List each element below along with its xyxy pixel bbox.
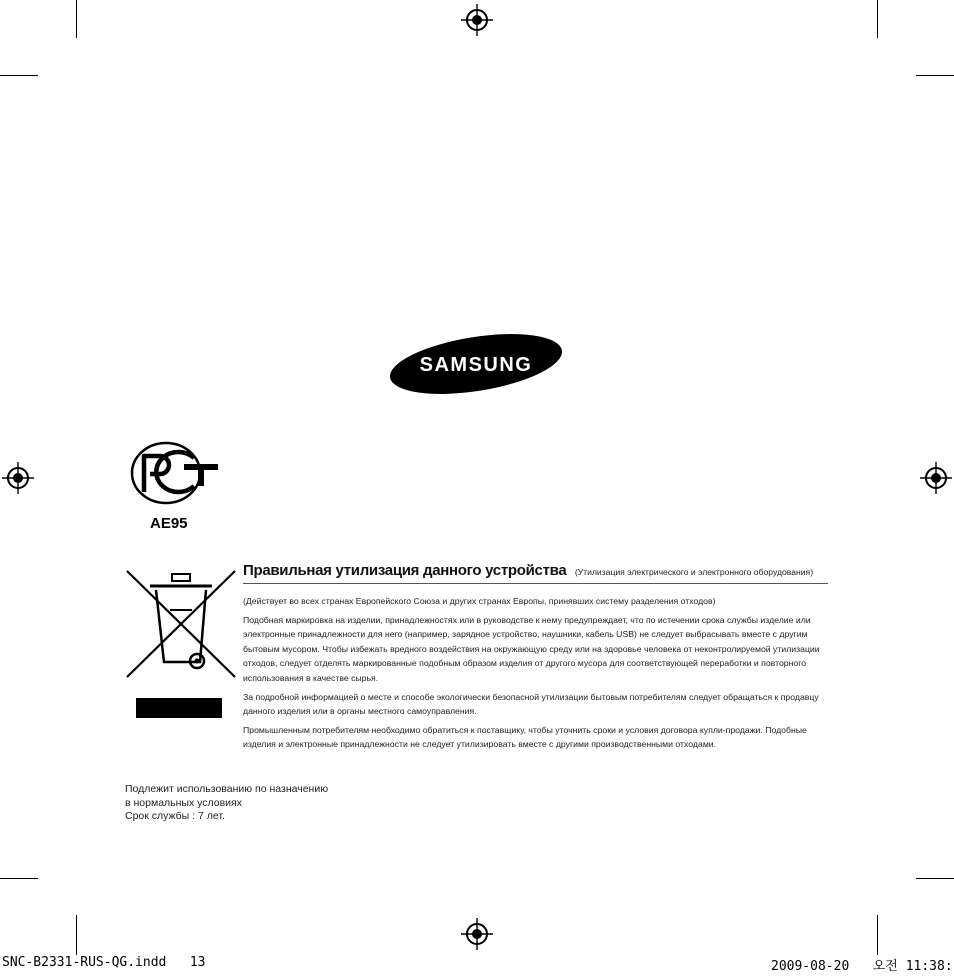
disposal-body (243, 594, 838, 756)
usage-note-line: Срок службы : 7 лет. (125, 810, 225, 822)
disposal-subtitle: (Утилизация электрического и электронного оборудования) (574, 567, 814, 577)
registration-mark-icon (1, 461, 35, 495)
registration-mark-icon (919, 461, 953, 495)
disposal-paragraph: Промышленным потребителям необходимо обратиться к поставщику, чтобы уточнить сроки и условия договора купли-продажи. Подобные изделия и электронные принадлежности не следует утилизировать вместе с другими производственными отходами. (243, 724, 807, 750)
registration-mark-icon (460, 917, 494, 951)
samsung-logo-icon (388, 333, 564, 395)
crop-mark (877, 0, 878, 38)
footer-file-info: SNC-B2331-RUS-QG.indd 13 (2, 955, 206, 970)
certification-code: AE95 (150, 515, 188, 532)
logo-text: SAMSUNG (419, 354, 533, 376)
crop-mark (916, 75, 954, 76)
crop-mark (0, 878, 38, 879)
crop-mark (916, 878, 954, 879)
crop-mark (877, 915, 878, 955)
disposal-paragraph: Подобная маркировка на изделии, принадлежностях или в руководстве к нему предупреждает, что по истечении срока службы изделие или электронные принадлежности для него (например, зарядное устройство, наушники, кабель USB) не следует выбрасывать вместе с другим бытовым мусором. Чтобы избежать вредного воздействия на окружающую среду или на здоровье человека от неконтролируемой утилизации отходов, следует отделять маркированные подобным образом изделия от другого мусора для соответствующей переработки и повторного использования в качестве сырья. (243, 614, 820, 683)
crossed-out-bin-icon (124, 568, 238, 680)
disposal-heading (243, 562, 828, 584)
product-marking-bar (136, 698, 222, 718)
crop-mark (76, 0, 77, 38)
usage-note-line: Подлежит использованию по назначению (125, 783, 329, 795)
disposal-paragraph: (Действует во всех странах Европейского Союза и других странах Европы, принявших систему разделения отходов) (243, 596, 716, 606)
disposal-paragraph: За подробной информацией о месте и способе экологически безопасной утилизации бытовым потребителям следует обращаться к продавцу данного изделия или в органы местного самоуправления. (243, 691, 819, 717)
footer-timestamp: 2009-08-20 오전 11:38: (771, 959, 953, 974)
usage-note-line: в нормальных условиях (125, 796, 242, 809)
usage-note (125, 783, 328, 824)
crop-mark (0, 75, 38, 76)
registration-mark-icon (460, 3, 494, 37)
disposal-title: Правильная утилизация данного устройства (243, 562, 567, 579)
crop-mark (76, 915, 77, 955)
pct-certification-icon (128, 440, 220, 506)
